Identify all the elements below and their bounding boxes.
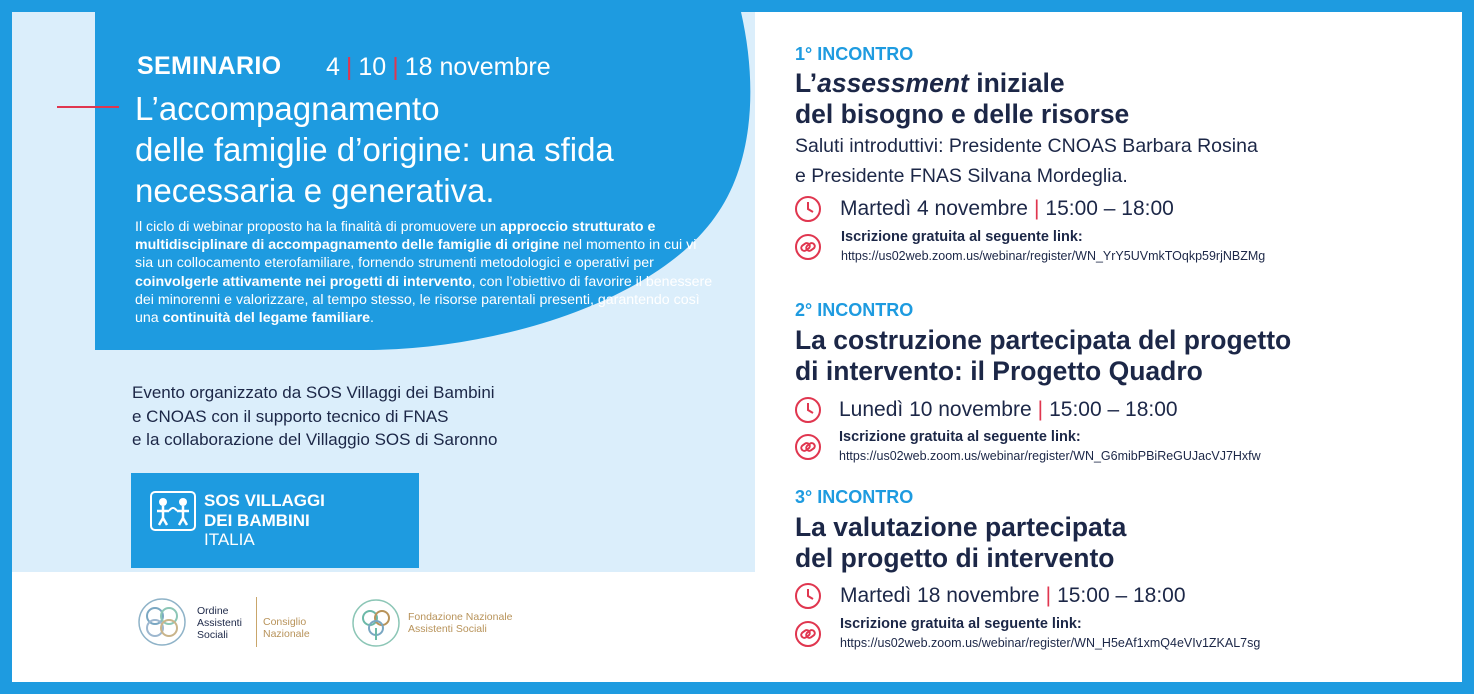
title-line: L’accompagnamento bbox=[135, 90, 440, 127]
event-time: 15:00 – 18:00 bbox=[1045, 197, 1174, 220]
event-3-datetime bbox=[840, 584, 1186, 608]
logo-line: DEI BAMBINI bbox=[204, 510, 310, 530]
accent-line bbox=[57, 106, 119, 108]
event-3-label: 3° INCONTRO bbox=[795, 487, 914, 507]
partner-line: Assistenti bbox=[197, 617, 242, 629]
date-separator: | bbox=[345, 53, 353, 81]
title-line: del bisogno e delle risorse bbox=[795, 99, 1130, 129]
event-1-subtitle bbox=[795, 131, 1355, 191]
logo-line: SOS VILLAGGI bbox=[204, 491, 325, 510]
date-separator: | bbox=[392, 53, 399, 81]
link-icon bbox=[794, 620, 822, 648]
sos-children-icon bbox=[150, 491, 196, 531]
organizer-text bbox=[132, 381, 572, 452]
organizer-line: e CNOAS con il supporto tecnico di FNAS bbox=[132, 406, 449, 426]
date-separator: | bbox=[1045, 584, 1052, 607]
event-2-registration-link[interactable]: https://us02web.zoom.us/webinar/register/WN_G6mibPBiReGUJacVJ7Hxfw bbox=[839, 449, 1261, 463]
date-separator: | bbox=[1037, 398, 1044, 421]
title-text: L’ bbox=[795, 68, 818, 98]
title-italic: assessment bbox=[817, 68, 969, 98]
clock-icon bbox=[794, 396, 822, 424]
date-1: 4 bbox=[326, 53, 340, 81]
partner-divider bbox=[256, 597, 257, 647]
intro-text: Il ciclo di webinar proposto ha la finalità di promuovere un bbox=[135, 219, 501, 235]
title-line: di intervento: il Progetto Quadro bbox=[795, 356, 1203, 386]
partner-line: Nazionale bbox=[263, 628, 310, 640]
date-2: 10 bbox=[358, 53, 387, 81]
event-3-title bbox=[795, 512, 1355, 574]
event-2-label: 2° INCONTRO bbox=[795, 300, 914, 320]
event-3-registration-link[interactable]: https://us02web.zoom.us/webinar/register/WN_H5eAf1xmQ4eVIv1ZKAL7sg bbox=[840, 636, 1261, 650]
event-date: Martedì 18 novembre bbox=[840, 584, 1040, 607]
partner-line: Fondazione Nazionale bbox=[408, 611, 513, 623]
event-2-registration-label: Iscrizione gratuita al seguente link: bbox=[839, 429, 1081, 445]
organizer-line: e la collaborazione del Villaggio SOS di Saronno bbox=[132, 430, 498, 449]
link-icon bbox=[794, 233, 822, 261]
fnas-name bbox=[408, 611, 513, 635]
title-line: La valutazione partecipata bbox=[795, 512, 1127, 542]
link-icon bbox=[794, 433, 822, 461]
event-1-registration-label: Iscrizione gratuita al seguente link: bbox=[841, 229, 1083, 245]
title-line: del progetto di intervento bbox=[795, 543, 1115, 573]
intro-text: nel momento in cui vi sia un collocamento eterofamiliare, fornendo strumenti metodologici e operativi per bbox=[135, 237, 697, 272]
logo-line: ITALIA bbox=[204, 530, 255, 549]
event-2-title bbox=[795, 325, 1355, 387]
page-title bbox=[135, 88, 735, 211]
event-time: 15:00 – 18:00 bbox=[1049, 398, 1178, 421]
event-2-datetime bbox=[839, 398, 1178, 422]
title-text: iniziale bbox=[968, 68, 1065, 98]
sos-logo-text bbox=[204, 491, 325, 550]
event-date: Lunedì 10 novembre bbox=[839, 398, 1032, 421]
cnoas-name bbox=[197, 605, 242, 641]
title-line: delle famiglie d’origine: una sfida bbox=[135, 131, 614, 168]
intro-highlight: coinvolgerle attivamente nei progetti di intervento bbox=[135, 273, 472, 290]
date-3: 18 novembre bbox=[404, 53, 551, 81]
subtitle-line: e Presidente FNAS Silvana Mordeglia. bbox=[795, 165, 1128, 187]
intro-paragraph bbox=[135, 218, 715, 327]
title-line bbox=[795, 68, 1355, 99]
event-3-registration-label: Iscrizione gratuita al seguente link: bbox=[840, 616, 1082, 632]
clock-icon bbox=[794, 195, 822, 223]
date-separator: | bbox=[1033, 197, 1040, 220]
cnoas-emblem-icon bbox=[137, 597, 187, 647]
fnas-emblem-icon bbox=[351, 598, 401, 648]
intro-text: , con l’obiettivo di favorire il benessere dei minorenni e valorizzare, al tempo stesso, le risorse parentali presenti, garantendo così una bbox=[135, 273, 713, 327]
organizer-line: Evento organizzato da SOS Villaggi dei Bambini bbox=[132, 383, 495, 402]
event-1-label: 1° INCONTRO bbox=[795, 44, 914, 64]
title-line: La costruzione partecipata del progetto bbox=[795, 325, 1292, 355]
cnoas-council bbox=[263, 616, 310, 640]
event-date: Martedì 4 novembre bbox=[840, 197, 1028, 220]
seminar-label: SEMINARIO bbox=[137, 52, 282, 80]
intro-highlight: approccio strutturato e multidisciplinare di accompagnamento delle famiglie di origine bbox=[135, 219, 656, 254]
intro-highlight: continuità del legame familiare bbox=[162, 310, 370, 327]
event-1-registration-link[interactable]: https://us02web.zoom.us/webinar/register/WN_YrY5UVmkTOqkp59rjNBZMg bbox=[841, 249, 1266, 263]
event-time: 15:00 – 18:00 bbox=[1057, 584, 1186, 607]
partner-line: Consiglio bbox=[263, 616, 307, 628]
partner-line: Sociali bbox=[197, 629, 228, 641]
partner-line: Assistenti Sociali bbox=[408, 623, 487, 635]
event-1-datetime bbox=[840, 197, 1174, 221]
partner-line: Ordine bbox=[197, 605, 229, 617]
seminar-dates bbox=[326, 53, 551, 82]
clock-icon bbox=[794, 582, 822, 610]
title-line: necessaria e generativa. bbox=[135, 172, 495, 209]
event-1-title bbox=[795, 68, 1355, 130]
intro-text: . bbox=[369, 310, 374, 327]
subtitle-line: Saluti introduttivi: Presidente CNOAS Barbara Rosina bbox=[795, 135, 1258, 157]
